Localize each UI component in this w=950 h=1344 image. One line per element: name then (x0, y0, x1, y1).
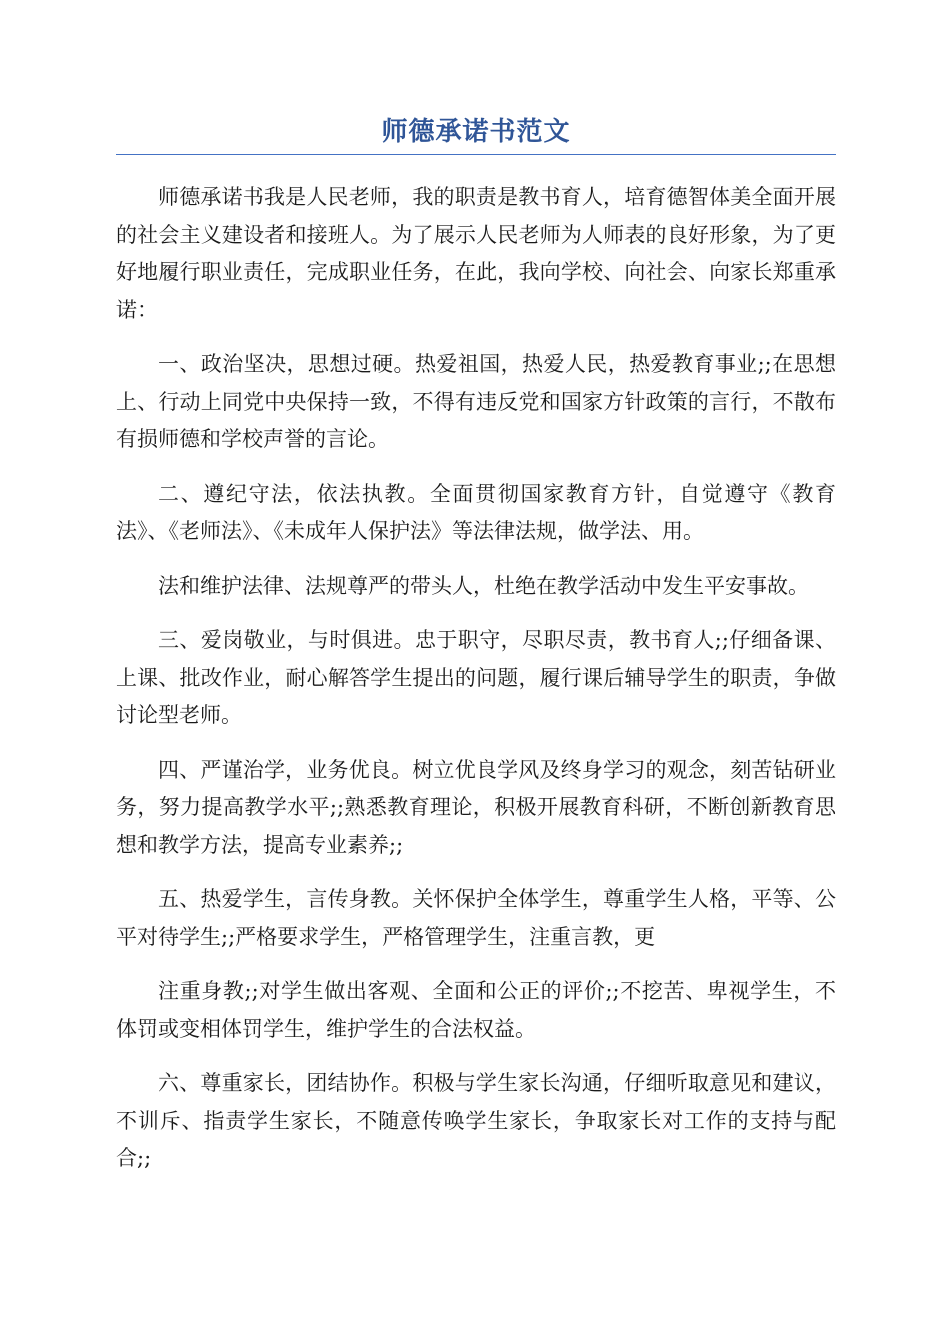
document-page (116, 112, 836, 1195)
paragraph-item-4: 四、严谨治学，业务优良。树立优良学风及终身学习的观念，刻苦钻研业务，努力提高教学水平;;熟悉教育理论，积极开展教育科研，不断创新教育思想和教学方法，提高专业素养;; (116, 757, 836, 857)
document-title: 师德承诺书范文 (381, 117, 571, 147)
paragraph-intro: 师德承诺书我是人民老师，我的职责是教书育人，培育德智体美全面开展的社会主义建设者和接班人。为了展示人民老师为人师表的良好形象，为了更好地履行职业责任，完成职业任务，在此，我向学校、向社会、向家长郑重承诺： (116, 185, 836, 322)
paragraph-item-5-continued: 注重身教;;对学生做出客观、全面和公正的评价;;不挖苦、卑视学生，不体罚或变相体罚学生，维护学生的合法权益。 (116, 979, 836, 1041)
paragraph-item-2-continued: 法和维护法律、法规尊严的带头人，杜绝在教学活动中发生平安事故。 (158, 573, 809, 598)
paragraph-item-2: 二、遵纪守法，依法执教。全面贯彻国家教育方针，自觉遵守《教育法》、《老师法》、《未成年人保护法》等法律法规，做学法、用。 (116, 481, 836, 543)
title-underline (116, 154, 836, 155)
paragraph-item-1: 一、政治坚决，思想过硬。热爱祖国，热爱人民，热爱教育事业;;在思想上、行动上同党中央保持一致，不得有违反党和国家方针政策的言行，不散布有损师德和学校声誉的言论。 (116, 352, 836, 451)
paragraph-item-3: 三、爱岗敬业，与时俱进。忠于职守，尽职尽责，教书育人;;仔细备课、上课、批改作业，耐心解答学生提出的问题，履行课后辅导学生的职责，争做讨论型老师。 (116, 628, 836, 727)
paragraph-item-5: 五、热爱学生，言传身教。关怀保护全体学生，尊重学生人格，平等、公平对待学生;;严格要求学生，严格管理学生，注重言教，更 (116, 887, 836, 949)
paragraph-item-6: 六、尊重家长，团结协作。积极与学生家长沟通，仔细听取意见和建议，不训斥、指责学生家长，不随意传唤学生家长，争取家长对工作的支持与配合;; (116, 1071, 836, 1170)
